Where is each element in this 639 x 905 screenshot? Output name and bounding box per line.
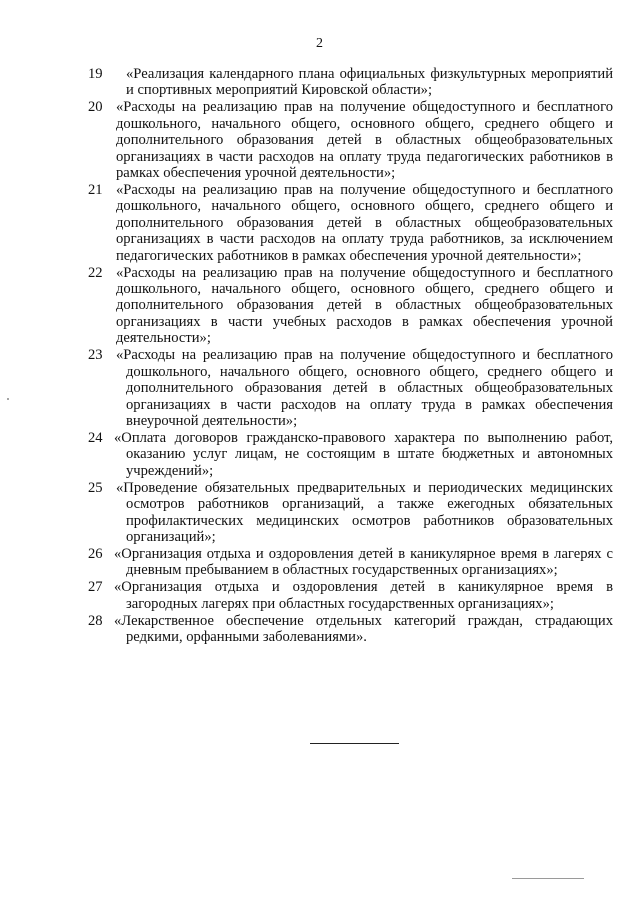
item-text: «Организация отдыха и оздоровления детей в каникулярное время в загородных лагерях при областных государственных организациях»; [114, 579, 613, 612]
item-text: «Расходы на реализацию прав на получение общедоступного и бесплатного дошкольного, начального общего, основного общего, среднего общего и дополнительного образования детей в областных общеобразовательных организациях в части расходов на оплату труда работников, за исключением педагогических работников в рамках обеспечения урочной деятельности»; [116, 182, 613, 264]
list-item-19 [88, 66, 613, 99]
list-item-26 [88, 546, 613, 579]
item-number: 28 [88, 612, 103, 629]
document-item-list [88, 66, 613, 646]
item-text: «Расходы на реализацию прав на получение общедоступного и бесплатного дошкольного, начального общего, основного общего, среднего общего и дополнительного образования детей в областных общеобразовательных организациях в части расходов на оплату труда в рамках обеспечения внеурочной деятельности»; [116, 347, 613, 429]
list-item-24 [88, 430, 613, 479]
item-number: 20 [88, 99, 103, 116]
list-item-22 [88, 265, 613, 347]
list-item-27 [88, 579, 613, 612]
item-text: «Расходы на реализацию прав на получение общедоступного и бесплатного дошкольного, начального общего, основного общего, среднего общего и дополнительного образования детей в областных общеобразовательных организациях в части учебных расходов в рамках обеспечения урочной деятельности»; [116, 264, 613, 347]
item-text: «Проведение обязательных предварительных и периодических медицинских осмотров работников организаций, а также ежегодных обязательных профилактических медицинских осмотров работников образовательных организаций»; [116, 479, 613, 545]
list-item-20 [88, 99, 613, 181]
item-number: 26 [88, 545, 103, 562]
end-of-document-rule [310, 743, 399, 744]
item-number: 25 [88, 479, 103, 496]
item-text: «Оплата договоров гражданско-правового характера по выполнению работ, оказанию услуг лицам, не состоящим в штате бюджетных и автономных учреждений»; [114, 429, 613, 479]
list-item-21 [88, 182, 613, 264]
page-number: 2 [316, 36, 323, 51]
margin-mark [7, 398, 9, 400]
item-number: 24 [88, 429, 103, 446]
item-number: 27 [88, 579, 103, 596]
item-text: «Расходы на реализацию прав на получение общедоступного и бесплатного дошкольного, начального общего, основного общего, среднего общего и дополнительного образования детей в областных общеобразовательных организациях в части расходов на оплату труда педагогических работников в рамках обеспечения урочной деятельности»; [116, 99, 613, 182]
item-number: 23 [88, 347, 103, 364]
item-number: 22 [88, 264, 103, 281]
list-item-23 [88, 347, 613, 429]
item-text: «Реализация календарного плана официальных физкультурных мероприятий и спортивных мероприятий Кировской области»; [126, 66, 613, 99]
list-item-25 [88, 480, 613, 546]
footer-rule [512, 878, 584, 879]
item-text: «Лекарственное обеспечение отдельных категорий граждан, страдающих редкими, орфанными заболеваниями». [114, 612, 613, 646]
item-text: «Организация отдыха и оздоровления детей в каникулярное время в лагерях с дневным пребыванием в областных государственных организациях»; [114, 545, 613, 579]
item-number: 21 [88, 182, 103, 199]
list-item-28 [88, 613, 613, 646]
item-number: 19 [88, 66, 103, 82]
